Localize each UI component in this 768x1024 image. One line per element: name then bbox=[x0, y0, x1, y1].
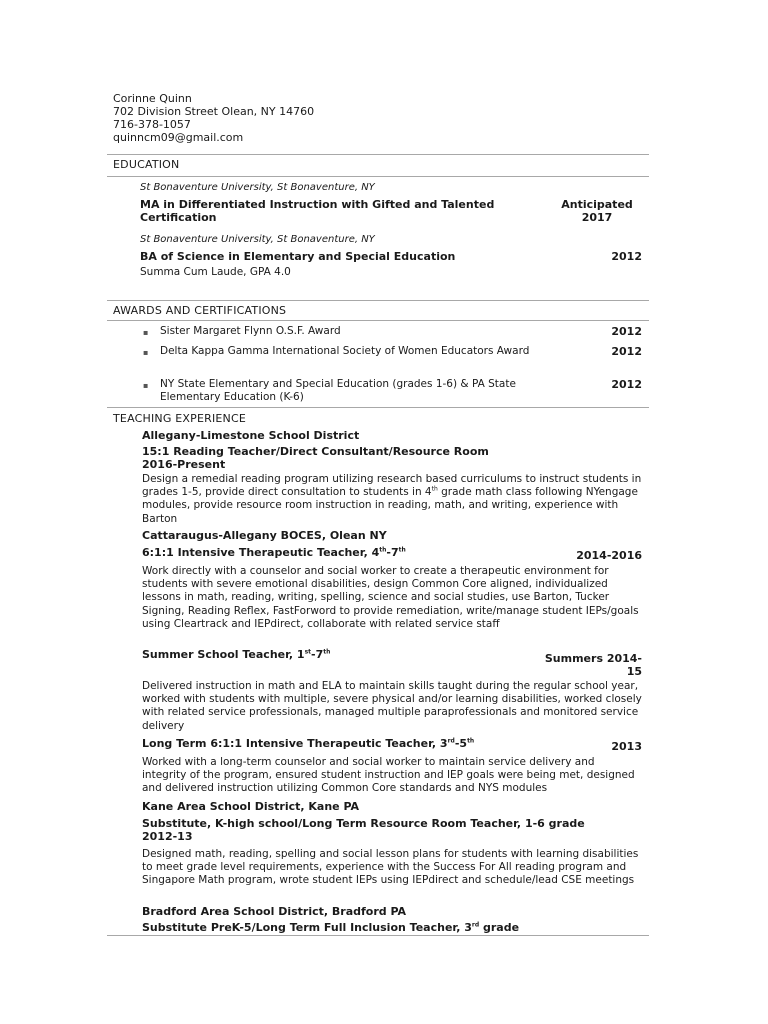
section-divider bbox=[107, 935, 649, 936]
role-title: Substitute PreK-5/Long Term Full Inclusion Teacher, 3rd grade bbox=[142, 921, 520, 934]
contact-email: quinncm09@gmail.com bbox=[113, 131, 244, 144]
role-title: Long Term 6:1:1 Intensive Therapeutic Teacher, 3rd-5th bbox=[142, 737, 475, 750]
section-divider bbox=[107, 407, 649, 408]
award-item-3: NY State Elementary and Special Education (grades 1-6) & PA State Elementary Education (K-6) bbox=[160, 378, 516, 403]
contact-block bbox=[113, 92, 314, 144]
bullet-icon: ▪ bbox=[143, 348, 149, 357]
education-date-1: Anticipated 2017 bbox=[561, 198, 633, 224]
role-description: Design a remedial reading program utilizing research based curriculums to instruct students in grades 1-5, provide direct consultation to students in 4th grade math class following NYengage modules, provide resource room instruction in reading, math, and writing, experience with Barton bbox=[142, 473, 642, 525]
employer-name: Bradford Area School District, Bradford PA bbox=[142, 905, 407, 918]
role-dates: 2016-Present bbox=[142, 458, 226, 471]
award-year-1: 2012 bbox=[611, 325, 642, 338]
role-title: 15:1 Reading Teacher/Direct Consultant/Resource Room bbox=[142, 445, 489, 458]
contact-name: Corinne Quinn bbox=[113, 92, 192, 105]
education-school-1: St Bonaventure University, St Bonaventure, NY bbox=[140, 182, 375, 193]
role-dates: 2014-2016 bbox=[576, 549, 642, 562]
role-description: Work directly with a counselor and social worker to create a therapeutic environment for students with severe emotional disabilities, design Common Core aligned, individualized lessons in math, reading, writing, spelling, science and social studies, use Barton, Tucker Signing, Reading Reflex, FastForword to provide remediation, write/manage student IEPs/goals using Cleartrack and IEPdirect, collaborate with related service staff bbox=[142, 565, 639, 630]
education-degree-2: BA of Science in Elementary and Special Education bbox=[140, 250, 456, 263]
education-note-2: Summa Cum Laude, GPA 4.0 bbox=[140, 266, 291, 278]
role-dates: Summers 2014-15 bbox=[544, 652, 642, 678]
award-item-2: Delta Kappa Gamma International Society of Women Educators Award bbox=[160, 345, 530, 357]
award-year-3: 2012 bbox=[611, 378, 642, 391]
contact-address: 702 Division Street Olean, NY 14760 bbox=[113, 105, 315, 118]
role-dates: 2013 bbox=[611, 740, 642, 753]
awards-heading: AWARDS AND CERTIFICATIONS bbox=[113, 304, 287, 317]
award-year-2: 2012 bbox=[611, 345, 642, 358]
education-school-2: St Bonaventure University, St Bonaventure, NY bbox=[140, 234, 375, 245]
contact-phone: 716-378-1057 bbox=[113, 118, 191, 131]
section-divider bbox=[107, 320, 649, 321]
employer-name: Cattaraugus-Allegany BOCES, Olean NY bbox=[142, 529, 387, 542]
section-divider bbox=[107, 154, 649, 155]
role-description: Worked with a long-term counselor and social worker to maintain service delivery and integrity of the program, ensured student instruction and IEP goals were being met, designed and delivered instruction utilizing Common Core standards and NYS modules bbox=[142, 756, 635, 795]
section-divider bbox=[107, 176, 649, 177]
role-description: Delivered instruction in math and ELA to maintain skills taught during the regular school year, worked with students with multiple, severe physical and/or learning disabilities, worked closely with related service professionals, managed multiple paraprofessionals and monitored service delivery bbox=[142, 680, 642, 732]
experience-heading: TEACHING EXPERIENCE bbox=[113, 412, 247, 425]
role-title: Summer School Teacher, 1st-7th bbox=[142, 648, 331, 661]
employer-name: Allegany-Limestone School District bbox=[142, 429, 360, 442]
education-heading: EDUCATION bbox=[113, 158, 180, 171]
role-dates: 2012-13 bbox=[142, 830, 193, 843]
bullet-icon: ▪ bbox=[143, 381, 149, 390]
education-date-2: 2012 bbox=[611, 250, 642, 263]
role-description: Designed math, reading, spelling and social lesson plans for students with learning disabilities to meet grade level requirements, experience with the Success For All reading program and Singapore Math program, wrote student IEPs using IEPdirect and schedule/lead CSE meetings bbox=[142, 848, 639, 887]
section-divider bbox=[107, 300, 649, 301]
education-degree-1: MA in Differentiated Instruction with Gifted and Talented Certification bbox=[140, 198, 495, 224]
role-title: 6:1:1 Intensive Therapeutic Teacher, 4th-7th bbox=[142, 546, 406, 559]
employer-name: Kane Area School District, Kane PA bbox=[142, 800, 360, 813]
award-item-1: Sister Margaret Flynn O.S.F. Award bbox=[160, 325, 341, 337]
role-title: Substitute, K-high school/Long Term Resource Room Teacher, 1-6 grade bbox=[142, 817, 585, 830]
bullet-icon: ▪ bbox=[143, 328, 149, 337]
